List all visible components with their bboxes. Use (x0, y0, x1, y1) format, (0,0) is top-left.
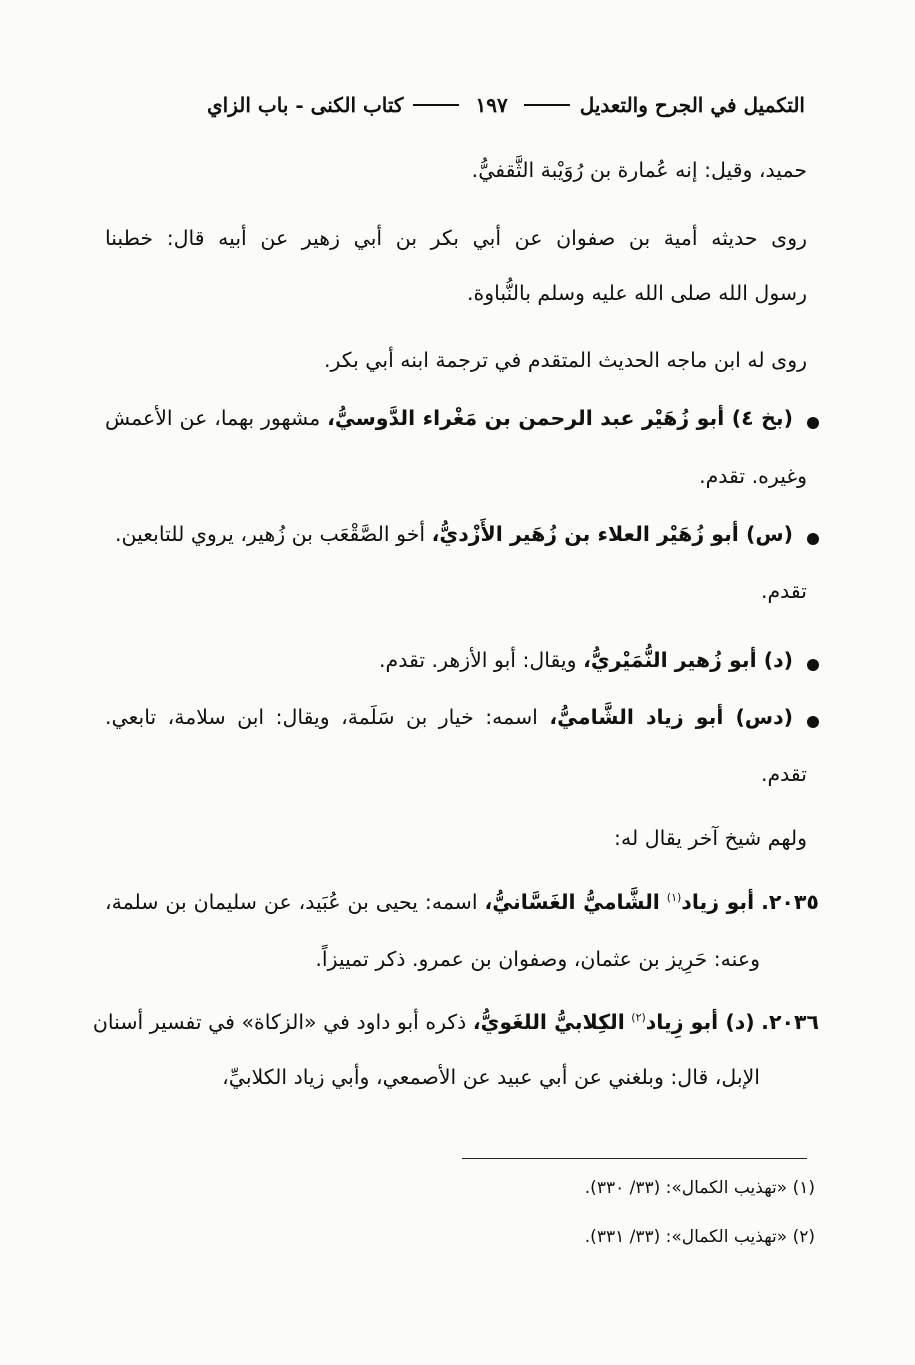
footnote-2: (٢) «تهذيب الكمال»: (٣٣/ ٣٣١). (584, 1227, 815, 1247)
entry-heading: أبو زياد (681, 890, 755, 914)
entry-heading: (دس) أبو زياد الشَّاميُّ، (549, 705, 793, 729)
section-title: كتاب الكنى - باب الزاي (207, 93, 404, 117)
bullet-icon (807, 417, 819, 429)
bullet-icon (807, 659, 819, 671)
text-line: حميد، وقيل: إنه عُمارة بن رُوَيْبة الثَّقفيُّ. (471, 158, 807, 182)
entry-text: اسمه: يحيى بن عُبَيد، عن سليمان بن سلمة، (105, 890, 478, 914)
text-line: تقدم. (760, 579, 807, 603)
header-dash (413, 104, 459, 106)
footnote-1: (١) «تهذيب الكمال»: (٣٣/ ٣٣٠). (584, 1178, 815, 1198)
text-line: رسول الله صلى الله عليه وسلم بالنُّباوة. (466, 281, 807, 305)
entry-number: ٢٠٣٦. (761, 1010, 819, 1034)
entry-line (115, 522, 793, 547)
entry-text: اسمه: خيار بن سَلَمة، ويقال: ابن سلامة، تابعي. (105, 705, 538, 729)
header-dash (524, 104, 570, 106)
numbered-entry-2035 (105, 890, 819, 915)
entry-number: ٢٠٣٥. (761, 890, 819, 914)
entry-text: مشهور بهما، عن الأعمش (105, 406, 321, 430)
entry-line (379, 648, 793, 673)
entry-text: أخو الصَّقْعَب بن زُهير، يروي للتابعين. (114, 522, 426, 546)
entry-text: ويقال: أبو الأزهر. تقدم. (379, 648, 577, 672)
book-title: التكميل في الجرح والتعديل (579, 93, 805, 117)
text-line: روى له ابن ماجه الحديث المتقدم في ترجمة ابنه أبي بكر. (323, 348, 807, 372)
entry-line (105, 406, 793, 431)
entry-heading: الشَّاميُّ الغَسَّانيُّ، (484, 890, 660, 914)
entry-heading: (د) أبو زُهير النُّمَيْريُّ، (583, 648, 793, 672)
text-line: وغيره. تقدم. (699, 464, 807, 488)
page-number: ١٩٧ (475, 93, 508, 117)
bullet-icon (807, 716, 819, 728)
text-line: روى حديثه أمية بن صفوان عن أبي بكر بن أبي زهير عن أبيه قال: خطبنا (105, 226, 807, 250)
entry-heading: (س) أبو زُهَيْر العلاء بن زُهَير الأَزْديُّ، (431, 522, 793, 546)
text-line: تقدم. (760, 762, 807, 786)
footnote-ref: (١) (666, 891, 682, 905)
entry-heading: الكِلابيُّ اللغَويُّ، (472, 1010, 625, 1034)
entry-heading: (بخ ٤) أبو زُهَيْر عبد الرحمن بن مَغْراء الدَّوسيُّ، (327, 406, 793, 430)
running-header (112, 88, 805, 122)
numbered-entry-2036 (92, 1010, 819, 1035)
footnote-ref: (٢) (631, 1011, 646, 1025)
text-line: ولهم شيخ آخر يقال له: (614, 826, 807, 850)
text-line: الإبل، قال: وبلغني عن أبي عبيد عن الأصمعي، وأبي زياد الكلابيِّ، (222, 1065, 760, 1089)
entry-heading: (د) أبو زِياد (645, 1010, 755, 1034)
bullet-icon (807, 533, 819, 545)
entry-text: ذكره أبو داود في «الزكاة» في تفسير أسنان (92, 1010, 467, 1034)
entry-line (105, 705, 793, 730)
footnote-divider (462, 1158, 807, 1159)
text-line: وعنه: حَرِيز بن عثمان، وصفوان بن عمرو. ذكر تمييزاً. (315, 947, 760, 971)
